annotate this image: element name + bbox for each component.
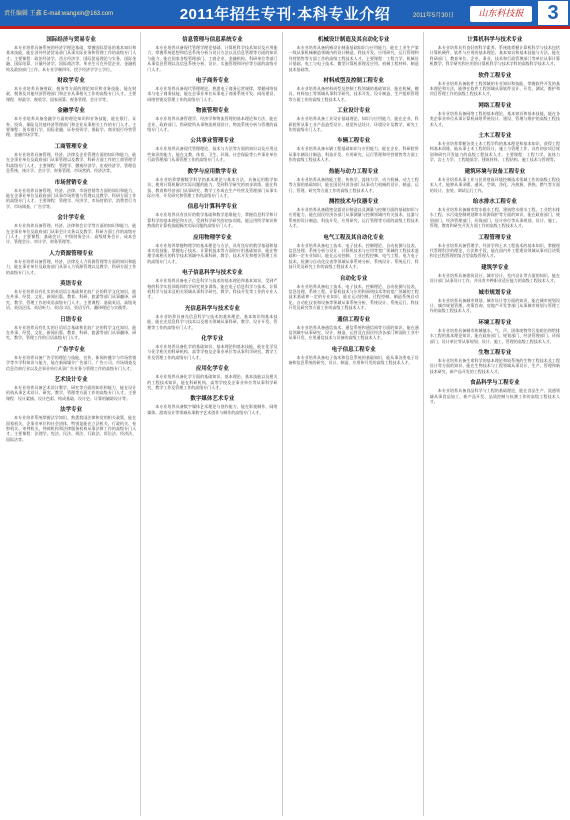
major-heading: 建筑学专业 (481, 264, 509, 271)
major-description: 本专业培养具备城市和城镇水、气、声、固体废物等污染防治和给排水工程的基本理论知识，能在政府部门、规划部门、经济管理部门、环保部门、设计单位等从事规划、设计、施工、管理的高级工程技术人才。 (429, 327, 560, 344)
major-section (6, 249, 136, 275)
major-section (147, 364, 277, 390)
major-section (289, 35, 419, 72)
major-heading: 公共事业管理专业 (190, 138, 235, 145)
major-section (6, 178, 136, 210)
major-description: 本专业培养具备城市给水排水工程、建筑给水排水工程、工业给水排水工程、水污染控制规划和水资源保护等方面的知识，能在政府部门、规划部门、经济管理部门、环保部门、设计单位等从事规划、设计、施工、管理、教育和研究开发方面工作的高级工程技术人才。 (429, 206, 560, 229)
major-section (289, 345, 419, 366)
major-description: 本专业培养具备工业设计基础理论、知识与应用能力，能在企业、科研院所从事工业产品造型设计、视觉传达设计、环境设计及教学、研究工作的高级专门人才。 (288, 116, 419, 133)
major-heading: 网络工程专业 (478, 102, 512, 109)
major-section (430, 167, 560, 193)
major-heading: 通信工程专业 (337, 316, 371, 323)
major-description: 本专业培养具备电工技术、电子技术、控制理论、自动检测与仪表、信息处理、系统分析与设计、计算机技术与应用等宽广领域的工程技术基础和一定专业知识，能在运动控制、工业过程控制、电气工程、电力电子技术、检测与自动化仪表等领域从事系统分析、系统设计、系统运行、科技开发及研究工作的高级工程技术人才。 (288, 242, 419, 270)
major-heading: 会计学专业 (57, 215, 85, 222)
major-section (289, 167, 419, 193)
major-heading: 工程管理专业 (478, 234, 512, 241)
major-section (147, 202, 277, 228)
major-description: 本专业培养具备热能工程、传热学、流体力学、动力机械、动力工程等方面的基础知识，能在国民经济各部门从事动力机械的设计、制造、运行、管理、研究等方面工作的高级工程技术人才。 (288, 176, 419, 193)
major-description: 本专业培养具备光信息科学与技术的基本理论、基本知识和基本技能，能在光信息科学与技术以及相关领域从事科研、教学、设计开发、管理等工作的高级专门人才。 (147, 313, 278, 330)
major-section (6, 106, 136, 138)
major-heading: 物流管理专业 (195, 108, 229, 115)
major-heading: 软件工程专业 (478, 72, 512, 79)
major-heading: 材料成型及控制工程专业 (323, 78, 384, 85)
major-heading: 电子信息工程专业 (331, 346, 376, 353)
major-description: 本专业培养具备管理、经济、法律、市场营销等方面的知识和能力，能在企事业单位及政府部门从事市场营销与管理以及教学、科研方面工作的高级专门人才。主要课程：管理学、经济学、市场营销学、消费者行为学、市场调查、广告学等。 (6, 187, 137, 209)
major-description: 本专业培养具备车辆工程基础知识与应用能力，能在企业、科研院所从事车辆设计制造、科技开发、应用研究、运行管理和经营销售等方面工作的高级工程技术人才。 (288, 146, 419, 163)
major-description: 本专业培养具有扎实的英语语言基础和比较广泛的科学文化知识，能在外事、经贸、文化、新闻出版、教育、科研、旅游等部门从事翻译、研究、教学、管理工作的英语高级专门人才。主要课程：基础英语、高级英语、英语泛读、英语听力、英语口语、英语写作、翻译理论与实践等。 (6, 288, 137, 311)
column-3 (289, 32, 424, 816)
major-section (6, 76, 136, 102)
major-description: 本专业培养具备管理、经济、法律及企业管理方面的知识和能力，能在企事业单位及政府部门从事管理以及教学、科研方面工作的工商管理学科高级专门人才。主要课程：管理学、微观经济学、宏观经济学、管理信息系统、统计学、会计学、财务管理、市场营销、经济法等。 (6, 151, 137, 174)
major-description: 本专业培养具备电子技术和信息系统的基础知识，能从事各类电子设备和信息系统的研究、设计、制造、应用和开发的高级工程技术人才。 (288, 354, 419, 366)
major-heading: 国际经济与贸易专业 (46, 37, 96, 43)
major-section (6, 213, 136, 245)
major-section (147, 268, 277, 300)
major-description: 本专业培养具备管理、经济、法律及人力资源管理等方面的知识和能力，能在事业单位及政府部门从事人力资源管理以及教学、科研方面工作的高级专门人才。 (6, 258, 137, 275)
major-description: 本专业培养具备材料成型及控制工程领域的基础知识，能在机械、模具、材料加工等领域从事科学研究、技术开发、设计制造、生产组织管理等方面工作的高级工程技术人才。 (288, 86, 419, 102)
major-heading: 工业设计专业 (337, 108, 371, 115)
major-section (430, 71, 560, 97)
major-description: 本专业培养具备广告学的理论与技能，宣传、新闻传播学与市场营销学等多学科知识与能力，能在新闻媒介广告部门、广告公司、市场调查及信息咨询行业以及企事业单位从事广告业务与管理工作的高级专门人才。 (6, 354, 137, 371)
major-description: 本专业培养具备电工技术、电子技术、控制理论、自动检测与仪表、信息处理、系统工程、计算机技术与应用和网络技术等较宽广领域的工程技术基础和一定的专业知识，能在运动控制、过程控制、制造系统自动化、自动化仪表和设备等领域从事系统分析、系统设计、系统运行、科技开发及研究等方面工作的高级工程技术人才。 (288, 283, 419, 311)
major-section (147, 136, 277, 162)
major-heading: 应用化学专业 (195, 366, 229, 373)
major-section (6, 375, 136, 401)
major-description: 本专业培养具备精密仪器设计制造以及测量与控制方面的基础知识与应用能力，能在国民经济各部门从事测量与控制领域内有关技术、仪器与系统的设计制造、科技开发、应用研究、运行管理等方面的高级工程技术人才。 (288, 206, 419, 229)
column-1 (6, 32, 141, 816)
major-section (289, 233, 419, 270)
major-heading: 土木工程专业 (478, 133, 512, 140)
major-section (430, 263, 560, 284)
major-description: 本专业培养具备城市规划、城市设计等方面的知识，能在城市规划设计、城市规划管理、决策咨询、房地产开发等部门从事城市规划与管理工作的高级工程技术人才。 (429, 297, 560, 314)
page-number: 3 (538, 1, 568, 25)
major-description: 本专业培养掌握物理学的基本理论与方法，具有良好的数学基础和基本实验技能，掌握电子技术、计算机技术等方面的应用基础知识，能在物理学或相关的科学技术领域中从事科研、教学、技术开发和相关管理工作的高级专门人才。 (147, 242, 278, 264)
major-section (147, 334, 277, 360)
major-section (6, 142, 136, 174)
major-heading: 数字媒体艺术专业 (190, 396, 235, 403)
major-section (430, 378, 560, 404)
logo-text: 山东科技报 (478, 9, 524, 19)
major-heading: 光信息科学与技术专业 (184, 305, 240, 312)
major-heading: 建筑环境与设备工程专业 (464, 168, 526, 175)
major-section (6, 315, 136, 341)
major-section (147, 167, 277, 199)
major-description: 本专业培养具备食品科学与工程的基础理论，能在食品生产、流通领域从事食品加工、新产品开发、品质控制与检测工作的高级工程技术人才。 (429, 388, 560, 405)
major-description: 本专业培养具备网络工程的基本理论、基本知识和基本技能，能在各类企事业单位从事计算机网络系统设计、建设、管理与维护的高级工程技术人才。 (429, 110, 560, 127)
major-description: 本专业培养具备电子信息科学与技术的基本理论和基本知识，受到严格的科学实验训练和科学研究初步训练，能在电子信息科学与技术、计算机科学与技术及相关领域从事科学研究、教学、科技开发等工作的专业人才。 (147, 278, 278, 300)
newspaper-logo (470, 6, 532, 22)
major-heading: 电子商务专业 (195, 78, 229, 85)
major-section (147, 394, 277, 415)
major-heading: 测控技术与仪器专业 (328, 198, 379, 205)
major-heading: 数学与应用数学专业 (187, 168, 238, 175)
major-description: 本专业培养具备管理学、经济学和土木工程技术的基本知识，掌握现代管理科学的理论、方法和手段，能在国内外工程建设领域从事项目决策和全过程管理的复合型高级管理人才。 (429, 242, 560, 259)
major-heading: 广告学专业 (57, 346, 85, 353)
major-heading: 车辆工程专业 (337, 138, 371, 145)
major-section (147, 35, 277, 72)
major-heading: 金融学专业 (57, 108, 85, 115)
major-heading: 应用物理学专业 (193, 234, 232, 241)
major-description: 本专业培养具备化学方面的基础知识、基本理论、基本技能以及相关的工程技术知识，能在科研机构、高等学校及企事业单位等从事科学研究、教学工作及管理工作的高级专门人才。 (147, 374, 278, 391)
major-description: 本专业培养具备通信技术、通信系统和通信网等方面的知识，能在通信领域中从事研究、设计、制造、运营及在国民经济各部门和国防工业中从事开发、应用通信技术与设备的高级工程技术人才。 (288, 324, 419, 341)
major-description: 本专业培养具有良好的科学素养，系统地掌握计算机科学与技术包括计算机硬件、软件与应用的基本理论、基本知识和基本技能与方法，能在科研部门、教育单位、企业、事业、技术和行政管理部门等单位从事计算机教学、科学研究和应用的计算机科学与技术学科的高级科学技术人才。 (429, 45, 560, 67)
major-section (147, 304, 277, 330)
major-heading: 城市规划专业 (478, 289, 512, 296)
major-heading: 食品科学与工程专业 (470, 380, 520, 387)
major-description: 本专业培养具备生命科学的基本理论和较系统的生物工程技术及工程设计等方面的知识，能在生物技术与工程领域从事设计、生产、管理和新技术研究、新产品开发的工程技术人才。 (429, 358, 560, 374)
major-heading: 电气工程及其自动化专业 (323, 234, 384, 241)
issue-date: 2011年5月30日 (413, 13, 454, 19)
major-description: 本专业培养从事工业与民用建筑环境控制技术领域工作的高级工程技术人才，能够从事采暖、通风、空调、净化、冷热源、供热、燃气等方面的设计、安装、调试运行工作。 (429, 176, 560, 193)
major-heading: 人力资源管理专业 (49, 250, 94, 257)
major-heading: 生物工程专业 (478, 350, 512, 356)
article-columns (6, 32, 564, 816)
column-4 (430, 32, 564, 816)
major-heading: 机械设计制造及其自动化专业 (317, 37, 390, 43)
major-description: 本专业培养具备财政、税务等方面的理论知识和业务技能，能在财政、税务及其他经济管理部门和企业从事相关工作的高级专门人才。主要课程：财政学、税收学、国家预算、税务管理、会计学等。 (6, 86, 137, 102)
major-description: 本专业培养具备化学的基础知识、基本理论和基本技能，能在化学及与化学相关的科研机构、高等学校及企事业单位等从事科学研究、教学工作及管理工作的高级专门人才。 (147, 344, 278, 360)
major-section (289, 197, 419, 229)
editor-info: 责任编辑 王鑫 E-mail:wangxin@163.com (4, 11, 114, 17)
major-section (289, 76, 419, 102)
major-heading: 热能与动力工程专业 (328, 168, 379, 175)
major-section (430, 288, 560, 314)
major-description: 本专业培养具有良好的数学基础和数学思维能力，掌握信息科学和计算科学的基本理论和方法，受到科学研究的初步训练，能运用所学知识和熟练的计算机技能解决实际问题的高级专门人才。 (147, 212, 278, 229)
column-2 (147, 32, 282, 816)
major-description: 本专业培养具有扎实的日语语言基础和比较广泛的科学文化知识，能在外事、经贸、文化、新闻出版、教育、科研、旅游等部门从事翻译、研究、教学、管理工作的日语高级专门人才。 (6, 324, 137, 341)
major-description: 本专业培养掌握数学科学的基本理论与基本方法，具备运用数学知识、使用计算机解决实际问题的能力，受到科学研究的初步训练，能在科技、教育和经济部门从事研究、教学工作或在生产经营及管理部门从事实际应用、开发研究和管理工作的高级专门人才。 (147, 176, 278, 198)
major-description: 本专业培养具备金融学方面的理论知识和业务技能，能在银行、证券、投资、保险及其他经济管理部门和企业从事相关工作的专门人才。主要课程：货币银行学、国际金融、证券投资学、保险学、商业银行经营管理、金融市场学等。 (6, 116, 137, 138)
major-section (289, 136, 419, 162)
major-heading: 日语专业 (60, 316, 83, 323)
major-heading: 市场营销专业 (54, 179, 88, 186)
header-divider (0, 26, 570, 29)
major-description: 本专业培养具备软件工程领域的专业知识和技能，掌握软件开发的基本理论和方法，能够在软件工程领域从事软件设计、开发、测试、维护和项目管理工作的高级工程技术人才。 (429, 80, 560, 97)
major-description: 本专业培养具备现代管理学理论基础、计算机科学技术知识及应用能力，掌握系统思想和信息系统分析与设计方法以及信息管理等方面的知识与能力，能在国家各级管理部门、工商企业、金融机构、科研单位等部门从事信息管理以及信息系统分析、设计、实施管理和评价等方面的高级专门人才。 (147, 45, 278, 72)
major-heading: 工商管理专业 (54, 143, 88, 150)
major-section (289, 274, 419, 311)
major-section (430, 101, 560, 127)
major-section (6, 405, 136, 442)
major-heading: 艺术设计专业 (54, 377, 88, 384)
major-section (6, 35, 136, 72)
page-header-banner (0, 0, 570, 26)
major-section (430, 197, 560, 229)
major-heading: 计算机科学与技术专业 (467, 37, 523, 43)
major-heading: 化学专业 (201, 336, 224, 342)
major-section (430, 233, 560, 259)
major-description: 本专业培养具备数字媒体艺术理论与创作能力，能在影视制作、网络媒体、游戏设计等领域从事数字艺术创作与制作的高级专门人才。 (147, 404, 278, 415)
major-description: 本专业培养具备建筑设计、城市设计、室内设计等方面的知识，能在设计部门从事设计工作，并具有多种职业适应能力的高级工程技术人才。 (429, 272, 560, 284)
major-section (430, 348, 560, 374)
major-section (289, 106, 419, 132)
major-section (147, 76, 277, 102)
major-description: 本专业培养具备机械设计制造基础知识与应用能力，能在工业生产第一线从事机械制造领域内的设计制造、科技开发、应用研究、运行管理和经营销售等方面工作的高级工程技术人才。主要课程：工程力学、机械设计基础、电工与电子技术、微型计算机原理及应用、机械工程材料、制造技术基础等。 (288, 45, 419, 72)
major-heading: 环境工程专业 (478, 319, 512, 326)
major-description: 本专业培养具备管理、经济、法律和会计学等方面的知识和能力，能在企事业单位及政府部门从事会计实务以及教学、科研方面工作的高级专门人才。主要课程：基础会计、中级财务会计、高级财务会计、成本会计、管理会计、审计学、财务管理等。 (6, 223, 137, 245)
major-description: 本专业培养具备现代管理理论，熟悉电子商务运营规律，掌握网络技术与电子商务技能，能在企事业单位从事电子商务系统开发、网站建设、网络营销及管理工作的高级专门人才。 (147, 86, 278, 102)
major-heading: 信息管理与信息系统专业 (182, 37, 243, 43)
major-section (430, 318, 560, 344)
major-heading: 自动化专业 (339, 275, 368, 282)
major-heading: 英语专业 (60, 280, 83, 287)
major-section (6, 345, 136, 371)
major-description: 本专业培养具备系统的经济学理论基础，掌握国际贸易的基本知识和基本技能，能在涉外经济贸易部门从事实际业务和管理工作的高级专门人才。主要课程：政治经济学、西方经济学、国际贸易理论与实务、国际金融、国际结算、计量经济学、国际商法等。毕业生可在外贸企业、金融机构及政府部门工作。本专业学制四年，授予经济学学士学位。 (6, 45, 137, 72)
major-section (430, 131, 560, 163)
major-heading: 信息与计算科学专业 (187, 204, 238, 211)
major-heading: 财政学专业 (57, 78, 85, 85)
major-section (6, 279, 136, 311)
major-heading: 电子信息科学与技术专业 (182, 270, 243, 277)
major-section (289, 315, 419, 341)
major-heading: 法学专业 (60, 407, 83, 414)
major-description: 本专业培养系统掌握法学知识，熟悉我国法律和党的相关政策，能在国家机关、企事业单位和社会团体，特别是能在立法机关、行政机关、检察机关、审判机关、仲裁机构和法律服务机构从事法律工作的高级专门人才。主要课程：法理学、宪法、民法、刑法、行政法、诉讼法、经济法、国际法等。 (6, 415, 137, 442)
major-description: 本专业培养掌握各类土木工程学科的基本理论和基本知识，获得工程师基本训练，能从事土木工程的设计、施工与管理工作，具有初步项目规划和研究开发能力的高级工程技术人才。主要课程：工程力学、流体力学、岩土力学、工程地质学、建筑材料、工程结构、施工技术与管理等。 (429, 141, 560, 163)
major-section (430, 35, 560, 67)
major-description: 本专业培养具备现代管理理论、技术与方法等方面的知识以及应用这些知识的能力，能在文教、体育、卫生、环保、社会保险等公共事业单位行政管理部门从事管理工作的高级专门人才。 (147, 146, 278, 163)
page-title: 2011年招生专刊·本科专业介绍 (179, 6, 391, 23)
major-heading: 给水排水工程专业 (472, 198, 517, 205)
major-section (147, 106, 277, 132)
major-description: 本专业培养具备管理学、经济学和物流管理的基本理论和方法，能在企业、政府部门、科研院所从事物流规划设计、物流系统分析与管理的高级专门人才。 (147, 116, 278, 133)
major-section (147, 233, 277, 265)
major-description: 本专业培养具备艺术设计教学、研究等方面的知识和能力，能在设计机构从事艺术设计、研究、教学、管理等方面工作的高级专门人才。主要课程：设计素描、设计色彩、构成基础、设计史、计算机辅助设计等。 (6, 385, 137, 401)
